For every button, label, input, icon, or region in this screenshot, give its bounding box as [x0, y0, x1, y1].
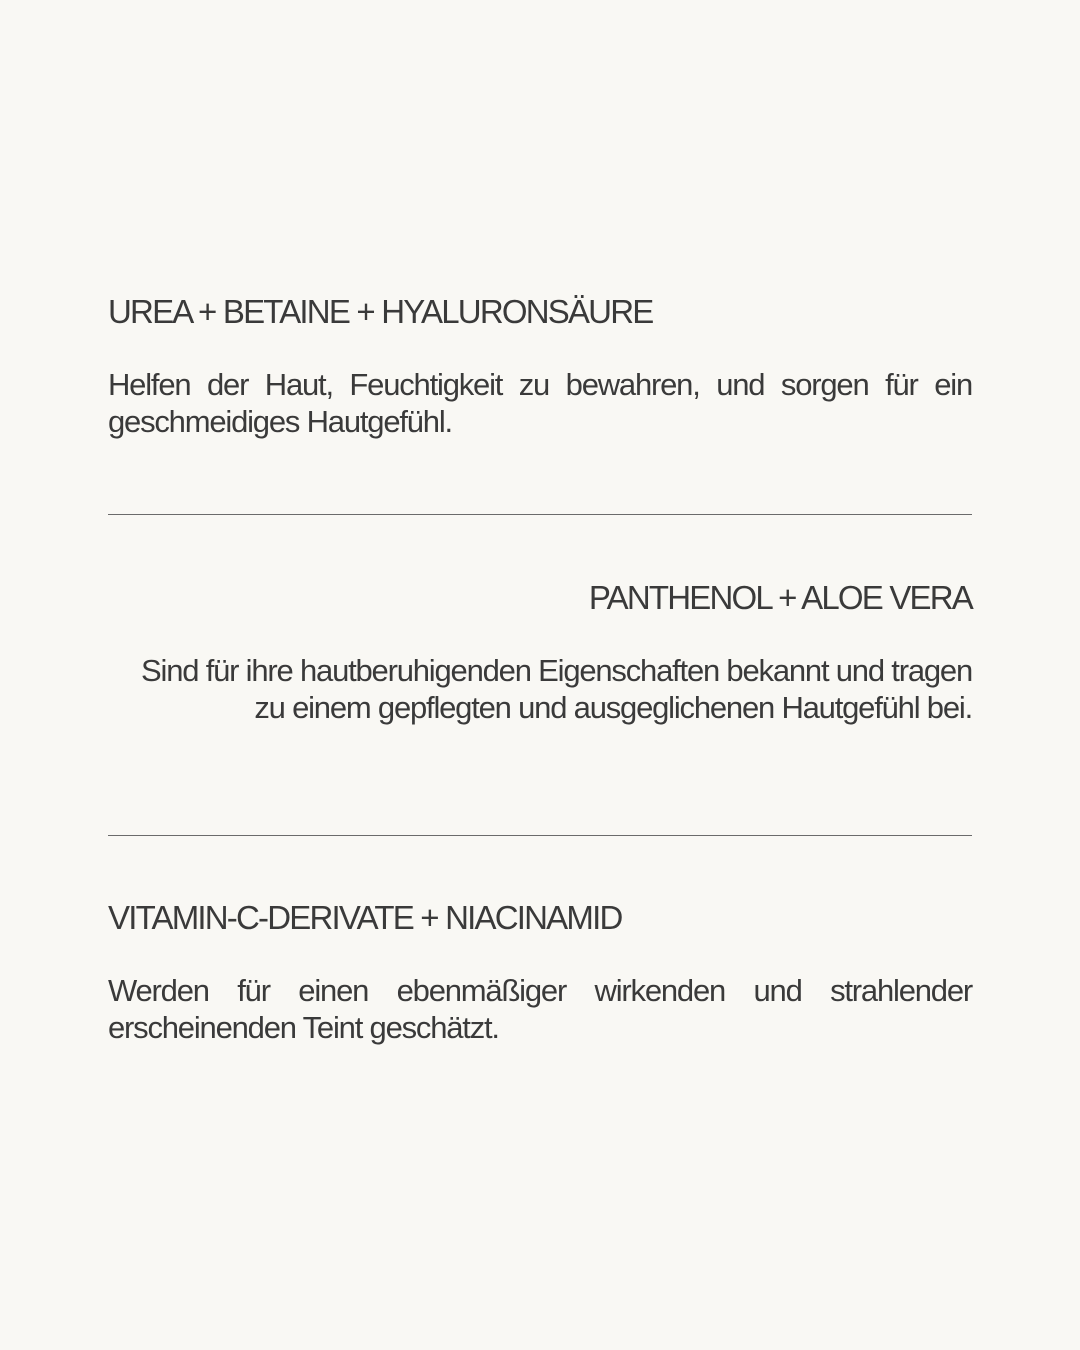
ingredient-description: Helfen der Haut, Feuchtigkeit zu bewahren, und sorgen für ein geschmeidiges Hautgefühl. — [108, 367, 972, 439]
section-divider — [108, 835, 972, 836]
ingredient-description: Sind für ihre hautberuhigenden Eigenschaften bekannt und tragen zu einem gepflegten und ausgeglichenen Hautgefühl bei. — [141, 653, 972, 725]
ingredient-section-2 — [108, 578, 972, 726]
ingredient-description: Werden für einen ebenmäßiger wirkenden und strahlender erscheinenden Teint geschätzt. — [108, 973, 972, 1045]
ingredient-heading: UREA + BETAINE + HYALURONSÄURE — [108, 293, 653, 330]
ingredient-heading: VITAMIN-C-DERIVATE + NIACINAMID — [108, 899, 622, 936]
ingredient-section-1 — [108, 292, 972, 440]
ingredient-section-3 — [108, 898, 972, 1046]
ingredient-heading: PANTHENOL + ALOE VERA — [588, 579, 972, 616]
section-divider — [108, 514, 972, 515]
